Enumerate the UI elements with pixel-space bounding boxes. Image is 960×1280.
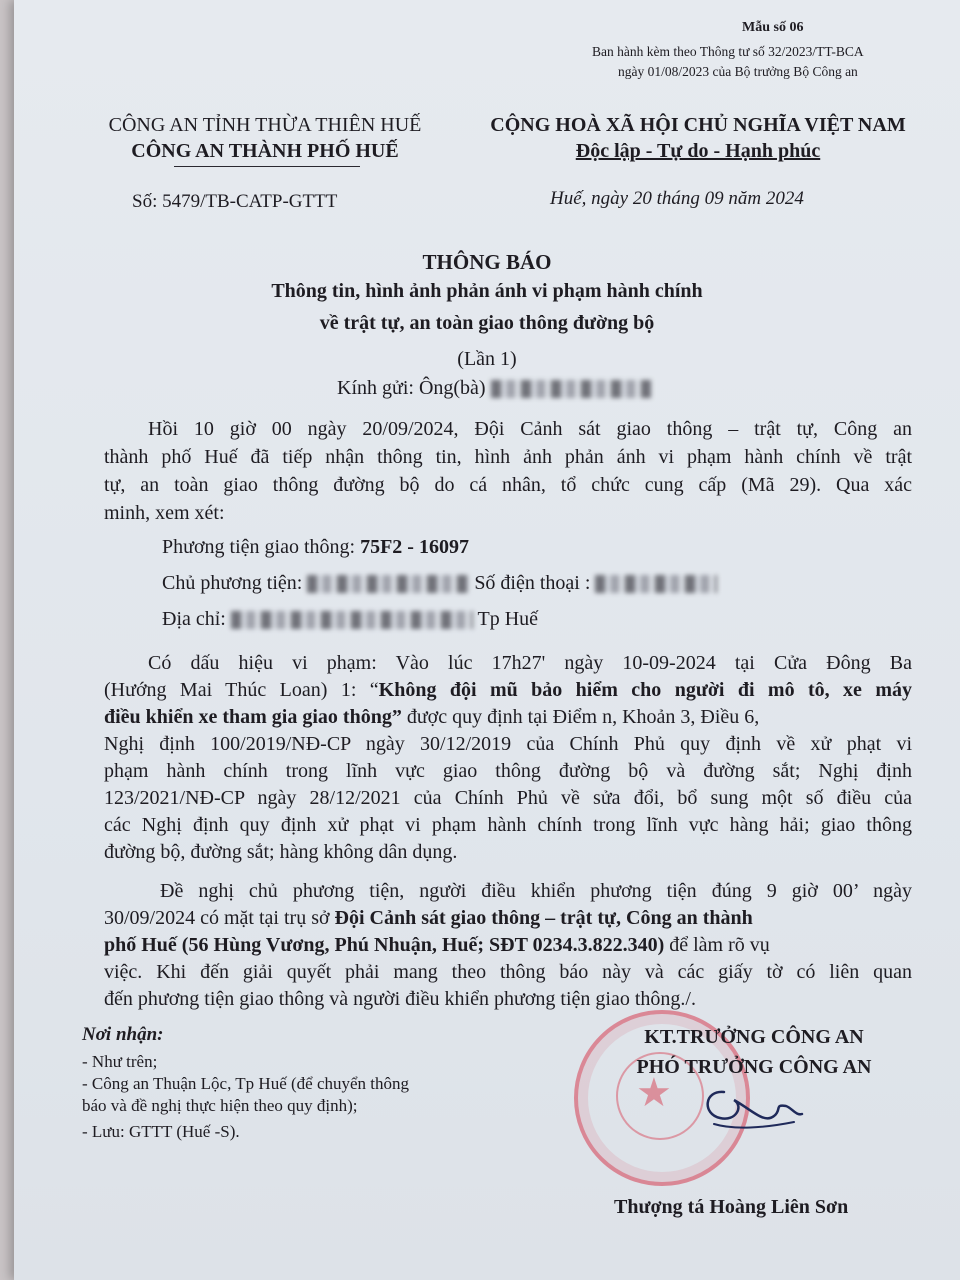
owner-line — [162, 572, 717, 595]
violation-line-7: các Nghị định quy định xử phạt vi phạm hành chính trong lĩnh vực hàng hải; giao thông — [104, 814, 912, 836]
request-address: phố Huế (56 Hùng Vương, Phú Nhuận, Huế; SĐT 0234.3.822.340) — [104, 934, 665, 956]
phone-redacted — [595, 575, 717, 593]
violation-line-5: phạm hành chính trong lĩnh vực giao thông đường bộ và đường sắt; Nghị định — [104, 760, 912, 782]
violation-line-2a: (Hướng Mai Thúc Loan) 1: “ — [104, 679, 379, 701]
document-page — [14, 0, 960, 1280]
vehicle-label: Phương tiện giao thông: — [162, 536, 361, 558]
form-issued-line1: Ban hành kèm theo Thông tư số 32/2023/TT-BCA — [592, 44, 864, 59]
agency-name: CÔNG AN THÀNH PHỐ HUẾ — [131, 140, 399, 162]
agency-parent: CÔNG AN TỈNH THỪA THIÊN HUẾ — [108, 114, 422, 136]
vehicle-plate: 75F2 - 16097 — [360, 536, 469, 558]
request-office: Đội Cảnh sát giao thông – trật tự, Công an thành — [334, 907, 753, 929]
request-line-2a: 30/09/2024 có mặt tại trụ sở — [104, 907, 335, 929]
salutation-label: Kính gửi: Ông(bà) — [337, 377, 486, 399]
address-redacted — [231, 611, 473, 629]
violation-line-3 — [104, 706, 912, 729]
recipient-item-2b: báo và đề nghị thực hiện theo quy định); — [82, 1096, 358, 1115]
request-line-2 — [104, 907, 753, 930]
violation-line-2 — [104, 679, 912, 702]
violation-title-part-2: điều khiển xe tham gia giao thông” — [104, 706, 402, 728]
owner-label: Chủ phương tiện: — [162, 572, 303, 594]
request-line-5: đến phương tiện giao thông và người điều khiển phương tiện giao thông./. — [104, 988, 696, 1010]
agency-underline — [174, 166, 360, 167]
phone-label: Số điện thoại : — [474, 572, 591, 594]
notice-title: THÔNG BÁO — [422, 250, 552, 274]
national-title: CỘNG HOÀ XÃ HỘI CHỦ NGHĨA VIỆT NAM — [490, 114, 906, 136]
form-number: Mẫu số 06 — [742, 20, 804, 35]
p1-line-3: tự, an toàn giao thông đường bộ do cá nhân, tổ chức cung cấp (Mã 29). Qua xác — [104, 474, 912, 496]
form-issued-line2: ngày 01/08/2023 của Bộ trưởng Bộ Công an — [618, 64, 858, 79]
request-line-3 — [104, 934, 770, 957]
doc-number: Số: 5479/TB-CATP-GTTT — [132, 191, 338, 212]
owner-name-redacted — [307, 575, 469, 593]
signature-title-1: KT.TRƯỞNG CÔNG AN — [644, 1026, 864, 1048]
violation-title-part-1: Không đội mũ bảo hiểm cho người đi mô tô, xe máy — [378, 679, 912, 701]
request-line-4: việc. Khi đến giải quyết phải mang theo thông báo này và các giấy tờ có liên quan — [104, 961, 912, 983]
issue-date: Huế, ngày 20 tháng 09 năm 2024 — [550, 188, 804, 209]
national-motto: Độc lập - Tự do - Hạnh phúc — [575, 140, 821, 162]
notice-round: (Lần 1) — [457, 348, 517, 370]
violation-line-4: Nghị định 100/2019/NĐ-CP ngày 30/12/2019 của Chính Phủ quy định về xử phạt vi — [104, 733, 912, 755]
request-line-3b: để làm rõ vụ — [664, 934, 770, 956]
salutation — [337, 377, 651, 400]
notice-subtitle-1: Thông tin, hình ảnh phản ánh vi phạm hành chính — [271, 280, 703, 302]
p1-line-4: minh, xem xét: — [104, 502, 225, 524]
address-label: Địa chỉ: — [162, 608, 226, 630]
recipient-item-3: - Lưu: GTTT (Huế -S). — [82, 1122, 240, 1141]
signer-name: Thượng tá Hoàng Liên Sơn — [614, 1196, 849, 1218]
violation-line-6: 123/2021/NĐ-CP ngày 28/12/2021 của Chính Phủ về sửa đổi, bổ sung một số điều của — [104, 787, 912, 809]
request-line-1: Đề nghị chủ phương tiện, người điều khiển phương tiện đúng 9 giờ 00’ ngày — [160, 880, 912, 902]
recipient-name-redacted — [491, 380, 651, 398]
address-line — [162, 608, 538, 631]
address-tail: Tp Huế — [477, 608, 539, 630]
violation-line-3b: được quy định tại Điểm n, Khoản 3, Điều 6, — [401, 706, 760, 728]
recipient-item-1: - Như trên; — [82, 1052, 158, 1071]
p1-line-1: Hồi 10 giờ 00 ngày 20/09/2024, Đội Cảnh sát giao thông – trật tự, Công an — [148, 418, 912, 440]
vehicle-line — [162, 536, 469, 559]
recipient-item-2a: - Công an Thuận Lộc, Tp Huế (để chuyển thông — [82, 1074, 410, 1093]
recipients-heading: Nơi nhận: — [82, 1024, 164, 1045]
violation-line-8: đường bộ, đường sắt; hàng không dân dụng. — [104, 841, 458, 863]
stamp-star-icon: ★ — [636, 1070, 672, 1116]
violation-line-1: Có dấu hiệu vi phạm: Vào lúc 17h27' ngày 10-09-2024 tại Cửa Đông Ba — [148, 652, 912, 674]
notice-subtitle-2: về trật tự, an toàn giao thông đường bộ — [319, 312, 655, 334]
signature-title-2: PHÓ TRƯỞNG CÔNG AN — [636, 1056, 872, 1078]
handwritten-signature — [694, 1080, 804, 1140]
p1-line-2: thành phố Huế đã tiếp nhận thông tin, hình ảnh phản ánh vi phạm hành chính về trật — [104, 446, 912, 468]
